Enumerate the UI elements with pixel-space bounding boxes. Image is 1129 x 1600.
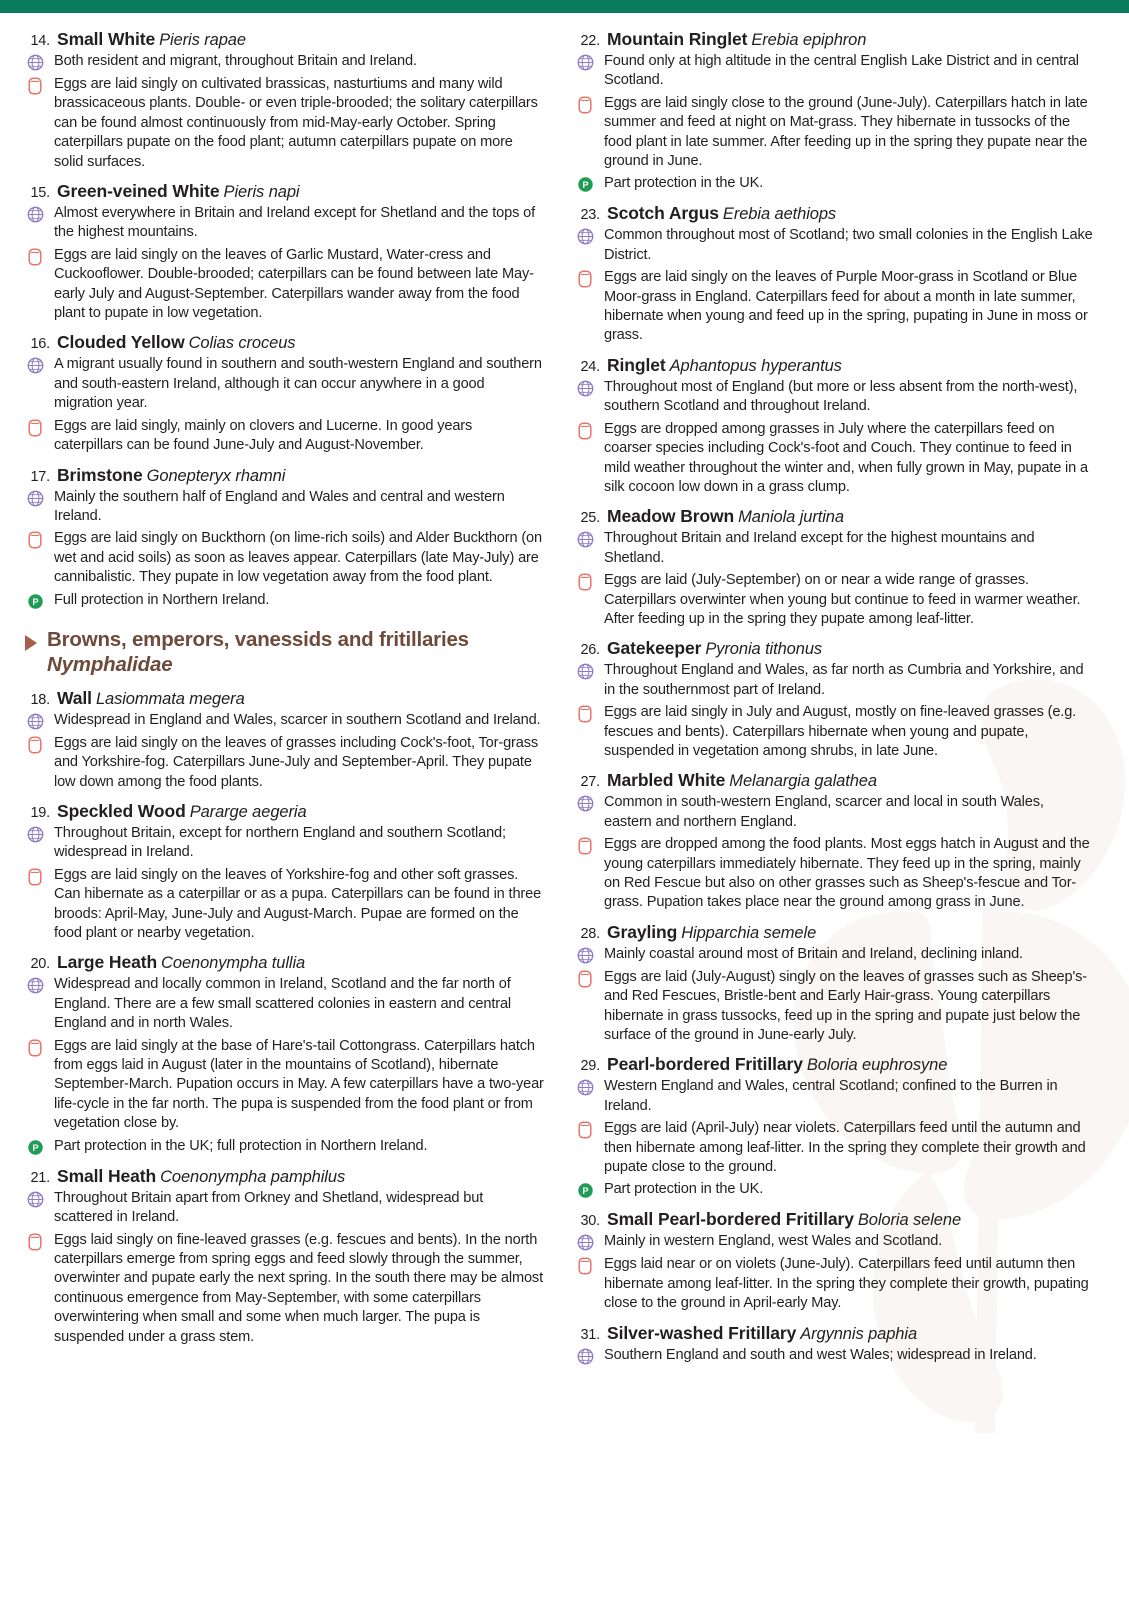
species-heading bbox=[574, 1054, 1094, 1075]
species-detail-text: Eggs are laid (July-September) on or near a wide range of grasses. Caterpillars overwinter when young but continue to feed in warmer weather. After feeding up in the spring they pupate among leaf-litter. bbox=[604, 572, 1081, 627]
species-entry bbox=[24, 801, 544, 943]
species-detail-line bbox=[24, 355, 544, 413]
species-name-group bbox=[57, 952, 305, 973]
species-common-name: Scotch Argus bbox=[607, 203, 719, 224]
species-name-group bbox=[607, 29, 866, 50]
species-detail-line bbox=[24, 246, 544, 324]
egg-icon bbox=[24, 736, 46, 754]
species-common-name: Clouded Yellow bbox=[57, 332, 185, 353]
species-detail-line bbox=[574, 703, 1094, 761]
species-name-group bbox=[57, 332, 295, 353]
egg-icon bbox=[574, 573, 596, 591]
species-detail-text: Throughout Britain, except for northern England and southern Scotland; widespread in Ireland. bbox=[54, 825, 506, 861]
globe-icon bbox=[574, 1079, 596, 1097]
species-common-name: Marbled White bbox=[607, 770, 726, 791]
species-common-name: Wall bbox=[57, 687, 92, 708]
species-detail-text: Eggs are laid (April-July) near violets. Caterpillars feed until the autumn and then hibernate among leaf-litter. In the spring they complete their growth and pupate close to the ground. bbox=[604, 1120, 1086, 1176]
species-detail-line bbox=[24, 975, 544, 1033]
species-detail-text: Southern England and south and west Wales; widespread in Ireland. bbox=[604, 1346, 1037, 1363]
species-entry bbox=[24, 29, 544, 172]
species-detail-text: Western England and Wales, central Scotland; confined to the Burren in Ireland. bbox=[604, 1078, 1058, 1114]
species-name-group bbox=[57, 801, 307, 822]
species-common-name: Meadow Brown bbox=[607, 506, 735, 527]
species-entry bbox=[574, 1323, 1094, 1366]
egg-icon bbox=[574, 837, 596, 855]
species-entry bbox=[24, 465, 544, 611]
species-detail-line bbox=[24, 417, 544, 456]
egg-icon bbox=[574, 96, 596, 114]
species-heading bbox=[24, 688, 544, 709]
species-scientific-name: Coenonympha tullia bbox=[161, 954, 306, 973]
species-number: 18. bbox=[30, 691, 50, 708]
species-detail-line bbox=[574, 1255, 1094, 1313]
egg-icon bbox=[24, 419, 46, 437]
species-name-group bbox=[57, 465, 285, 486]
species-detail-line bbox=[24, 488, 544, 527]
species-name-group bbox=[607, 1054, 947, 1075]
species-detail-line bbox=[574, 1232, 1094, 1252]
egg-icon bbox=[24, 248, 46, 266]
species-scientific-name: Colias croceus bbox=[188, 334, 296, 353]
egg-icon bbox=[574, 270, 596, 288]
species-number: 17. bbox=[30, 468, 50, 485]
species-detail-line bbox=[24, 824, 544, 863]
species-scientific-name: Hipparchia semele bbox=[681, 923, 817, 942]
section-title-main: Browns, emperors, vanessids and fritillaries bbox=[47, 627, 469, 651]
species-entry bbox=[24, 181, 544, 323]
globe-icon bbox=[24, 826, 46, 844]
species-number: 23. bbox=[580, 207, 600, 224]
globe-icon bbox=[574, 1348, 596, 1366]
svg-text:P: P bbox=[31, 1142, 39, 1153]
species-detail-text: A migrant usually found in southern and south-western England and southern and south-eastern Ireland, although it can occur anywhere in a good migration year. bbox=[54, 356, 542, 412]
species-detail-line bbox=[574, 968, 1094, 1046]
species-entry bbox=[24, 1166, 544, 1347]
species-detail-text: Eggs are laid singly at the base of Hare's-tail Cottongrass. Caterpillars hatch from eggs laid in August (later in the mountains of Scotland), hibernate September-March. Pupation occurs in May. A few caterpillars have a two-year life-cycle in the far north. The pupa is suspended from the food plant or from vegetation close by. bbox=[54, 1037, 544, 1132]
species-detail-text: Eggs are laid singly on the leaves of Yorkshire-fog and other soft grasses. Can hibernate as a caterpillar or as a pupa. Caterpillars can be found in three broods: April-May, June-July and August-March. Pupae are formed on the food plant or nearby vegetation. bbox=[54, 866, 542, 942]
species-name-group bbox=[607, 1209, 961, 1230]
species-number: 21. bbox=[30, 1169, 50, 1186]
species-detail-line bbox=[574, 52, 1094, 91]
species-heading bbox=[574, 29, 1094, 50]
svg-text:P: P bbox=[31, 596, 39, 607]
species-scientific-name: Maniola jurtina bbox=[738, 508, 844, 527]
species-detail-text: Widespread and locally common in Ireland, Scotland and the far north of England. There are a few small scattered colonies in eastern and central England and in north Wales. bbox=[54, 976, 512, 1032]
globe-icon bbox=[574, 947, 596, 965]
species-scientific-name: Pyronia tithonus bbox=[705, 640, 823, 659]
species-scientific-name: Pieris rapae bbox=[159, 31, 246, 49]
species-entry bbox=[574, 29, 1094, 194]
species-detail-line bbox=[24, 1037, 544, 1134]
species-detail-text: Widespread in England and Wales, scarcer in southern Scotland and Ireland. bbox=[54, 711, 541, 728]
species-detail-line bbox=[574, 1119, 1094, 1177]
species-detail-line bbox=[24, 1137, 544, 1157]
species-detail-line bbox=[574, 378, 1094, 417]
species-detail-text: Part protection in the UK. bbox=[604, 1181, 764, 1198]
globe-icon bbox=[24, 713, 46, 731]
species-number: 26. bbox=[580, 642, 600, 659]
species-detail-text: Mainly in western England, west Wales and Scotland. bbox=[604, 1233, 943, 1250]
globe-icon bbox=[574, 663, 596, 681]
right-column bbox=[574, 29, 1094, 1375]
globe-icon bbox=[24, 1191, 46, 1209]
species-scientific-name: Melanargia galathea bbox=[729, 772, 877, 791]
species-detail-text: Almost everywhere in Britain and Ireland except for Shetland and the tops of the highest mountains. bbox=[54, 205, 536, 241]
globe-icon bbox=[574, 228, 596, 246]
species-detail-line bbox=[574, 268, 1094, 346]
section-family-name: Nymphalidae bbox=[47, 653, 173, 677]
species-detail-line bbox=[24, 734, 544, 792]
species-name-group bbox=[607, 203, 836, 224]
species-heading bbox=[574, 638, 1094, 659]
species-name-group bbox=[607, 506, 844, 527]
egg-icon bbox=[574, 705, 596, 723]
species-detail-text: Mainly coastal around most of Britain and Ireland, declining inland. bbox=[604, 945, 1023, 962]
species-entry bbox=[574, 770, 1094, 912]
egg-icon bbox=[574, 1257, 596, 1275]
species-detail-text: Eggs are laid singly on the leaves of grasses including Cock's-foot, Tor-grass and Yorkshire-fog. Caterpillars June-July and September-April. They pupate low down among the food plants. bbox=[54, 734, 539, 790]
globe-icon bbox=[24, 54, 46, 72]
species-detail-line bbox=[574, 420, 1094, 498]
species-detail-line bbox=[574, 529, 1094, 568]
species-entry bbox=[574, 355, 1094, 497]
egg-icon bbox=[24, 77, 46, 95]
egg-icon bbox=[24, 868, 46, 886]
species-detail-text: Mainly the southern half of England and Wales and central and western Ireland. bbox=[54, 488, 505, 524]
species-entry bbox=[574, 506, 1094, 629]
species-heading bbox=[574, 355, 1094, 376]
species-heading bbox=[24, 465, 544, 486]
species-name-group bbox=[607, 770, 877, 791]
species-scientific-name: Boloria euphrosyne bbox=[806, 1056, 948, 1075]
species-detail-text: Eggs are laid singly close to the ground (June-July). Caterpillars hatch in late summer and feed at night on Mat-grass. They hibernate in tussocks of the food plant in late summer. After feeding up in the spring they pupate near the ground in June. bbox=[604, 94, 1088, 170]
species-name-group bbox=[607, 1323, 917, 1344]
globe-icon bbox=[24, 490, 46, 508]
species-common-name: Pearl-bordered Fritillary bbox=[607, 1054, 803, 1075]
species-scientific-name: Erebia aethiops bbox=[722, 205, 837, 224]
section-heading bbox=[24, 627, 544, 678]
species-heading bbox=[574, 1323, 1094, 1344]
species-number: 28. bbox=[580, 925, 600, 942]
species-number: 31. bbox=[580, 1326, 600, 1343]
globe-icon bbox=[574, 380, 596, 398]
species-common-name: Ringlet bbox=[607, 354, 666, 375]
species-heading bbox=[24, 1166, 544, 1187]
globe-icon bbox=[574, 1234, 596, 1252]
section-title-text bbox=[47, 627, 544, 678]
left-column bbox=[24, 29, 544, 1356]
globe-icon bbox=[574, 54, 596, 72]
species-detail-line bbox=[574, 1346, 1094, 1366]
species-detail-line bbox=[574, 661, 1094, 700]
species-detail-text: Throughout Britain apart from Orkney and Shetland, widespread but scattered in Ireland. bbox=[54, 1189, 484, 1226]
species-detail-line bbox=[24, 1189, 544, 1228]
egg-icon bbox=[574, 422, 596, 440]
species-name-group bbox=[607, 922, 816, 943]
species-detail-line bbox=[24, 866, 544, 944]
species-detail-text: Found only at high altitude in the central English Lake District and in central Scotland. bbox=[604, 53, 1079, 89]
top-accent-bar bbox=[0, 0, 1129, 13]
species-common-name: Small Heath bbox=[57, 1165, 157, 1186]
species-scientific-name: Erebia epiphron bbox=[751, 31, 867, 49]
species-common-name: Large Heath bbox=[57, 952, 158, 973]
species-number: 27. bbox=[580, 774, 600, 791]
egg-icon bbox=[24, 531, 46, 549]
species-detail-line bbox=[574, 945, 1094, 965]
species-entry bbox=[574, 1054, 1094, 1200]
species-heading bbox=[24, 29, 544, 50]
species-detail-text: Common in south-western England, scarcer and local in south Wales, eastern and northern England. bbox=[604, 794, 1044, 830]
species-common-name: Speckled Wood bbox=[57, 801, 186, 821]
species-detail-line bbox=[574, 174, 1094, 194]
species-detail-line bbox=[24, 711, 544, 731]
species-entry bbox=[574, 922, 1094, 1046]
species-number: 15. bbox=[30, 185, 50, 202]
species-common-name: Grayling bbox=[607, 921, 678, 942]
species-heading bbox=[574, 506, 1094, 527]
species-detail-text: Eggs are laid singly on cultivated brassicas, nasturtiums and many wild brassicaceous plants. Double- or even triple-brooded; the solitary caterpillars can be found almost continuously from mid-May-early October. Spring caterpillars pupate on the food plant; autumn caterpillars pupate on more solid surfaces. bbox=[54, 76, 538, 170]
egg-icon bbox=[24, 1233, 46, 1251]
species-detail-text: Eggs are laid singly on Buckthorn (on lime-rich soils) and Alder Buckthorn (on wet and acid soils) as soon as leaves appear. Caterpillars (late May-July) are cannibalistic. They pupate in low vegetation away from the food plant. bbox=[54, 530, 542, 586]
species-detail-text: Common throughout most of Scotland; two small colonies in the English Lake District. bbox=[604, 227, 1093, 263]
globe-icon bbox=[24, 206, 46, 224]
species-detail-line bbox=[24, 1231, 544, 1347]
species-detail-line bbox=[574, 226, 1094, 265]
species-common-name: Silver-washed Fritillary bbox=[607, 1322, 797, 1343]
species-detail-line bbox=[24, 529, 544, 587]
globe-icon bbox=[574, 531, 596, 549]
species-scientific-name: Coenonympha pamphilus bbox=[160, 1167, 346, 1186]
species-heading bbox=[574, 203, 1094, 224]
species-detail-line bbox=[24, 591, 544, 611]
species-heading bbox=[574, 1209, 1094, 1230]
egg-icon bbox=[574, 970, 596, 988]
species-detail-text: Eggs are laid singly on the leaves of Garlic Mustard, Water-cress and Cuckooflower. Double-brooded; caterpillars can be found between late May-early July and August-September. Caterpillars wander away from the food plant to pupate in low vegetation. bbox=[54, 246, 534, 322]
species-number: 29. bbox=[580, 1058, 600, 1075]
species-detail-text: Part protection in the UK. bbox=[604, 175, 764, 192]
species-common-name: Small White bbox=[57, 29, 156, 49]
species-detail-line bbox=[574, 571, 1094, 629]
species-number: 14. bbox=[30, 33, 50, 49]
species-scientific-name: Lasiommata megera bbox=[95, 689, 245, 708]
species-scientific-name: Pararge aegeria bbox=[189, 803, 307, 821]
page-body bbox=[0, 13, 1129, 1375]
species-detail-line bbox=[24, 75, 544, 172]
species-name-group bbox=[607, 638, 822, 659]
species-scientific-name: Gonepteryx rhamni bbox=[146, 466, 286, 485]
species-entry bbox=[574, 203, 1094, 345]
species-entry bbox=[574, 638, 1094, 761]
species-detail-line bbox=[574, 1180, 1094, 1200]
species-number: 30. bbox=[580, 1213, 600, 1230]
species-heading bbox=[574, 770, 1094, 791]
species-heading bbox=[574, 922, 1094, 943]
species-detail-text: Eggs are laid singly, mainly on clovers and Lucerne. In good years caterpillars can be found June-July and August-November. bbox=[54, 417, 473, 454]
species-detail-text: Eggs laid near or on violets (June-July). Caterpillars feed until autumn then hibernate among leaf-litter. In the spring they complete their growth, pupating close to the ground in April-early May. bbox=[604, 1256, 1089, 1312]
protection-icon bbox=[24, 1139, 46, 1157]
species-number: 25. bbox=[580, 510, 600, 527]
globe-icon bbox=[24, 357, 46, 375]
egg-icon bbox=[574, 1121, 596, 1139]
svg-text:P: P bbox=[581, 180, 589, 191]
species-name-group bbox=[57, 181, 300, 202]
species-detail-text: Both resident and migrant, throughout Britain and Ireland. bbox=[54, 53, 417, 69]
species-detail-text: Eggs are laid singly on the leaves of Purple Moor-grass in Scotland or Blue Moor-grass in England. Caterpillars feed for about a month in late summer, hibernate when young and feed up in the spring, pupating in June in moss or grass. bbox=[604, 269, 1088, 344]
species-entry bbox=[24, 688, 544, 792]
species-heading bbox=[24, 332, 544, 353]
species-detail-text: Eggs are dropped among grasses in July where the caterpillars feed on coarser species including Cock's-foot and Couch. They continue to feed in mild weather throughout the winter and, when fully grown in May, pupate in a silk cocoon low down in a grass clump. bbox=[604, 420, 1088, 495]
species-scientific-name: Boloria selene bbox=[857, 1211, 962, 1230]
species-detail-text: Eggs laid singly on fine-leaved grasses (e.g. fescues and bents). In the north caterpillars emerge from spring eggs and feed slowly through the summer, overwinter and pupate early the next spring. In the south there may be almost continuous emergence from May-September, with some caterpillars overwintering when small and some when much larger. The pupa is suspended under a grass stem. bbox=[54, 1231, 543, 1345]
species-common-name: Brimstone bbox=[57, 464, 143, 485]
species-detail-line bbox=[574, 793, 1094, 832]
species-detail-line bbox=[574, 1077, 1094, 1116]
species-detail-text: Eggs are dropped among the food plants. Most eggs hatch in August and the young caterpillars immediately hibernate. They feed up in the spring, mainly on Red Fescue but also on other grasses such as Sheep's-fescue and Tor-grass. Pupation takes place near the ground among grass in June. bbox=[604, 836, 1090, 911]
species-detail-text: Throughout most of England (but more or less absent from the north-west), southern Scotland and throughout Ireland. bbox=[604, 378, 1078, 415]
species-name-group bbox=[607, 355, 842, 376]
species-common-name: Mountain Ringlet bbox=[607, 29, 748, 49]
species-detail-text: Full protection in Northern Ireland. bbox=[54, 591, 270, 608]
triangle-marker-icon bbox=[24, 634, 38, 652]
species-detail-line bbox=[24, 52, 544, 72]
species-detail-text: Throughout Britain and Ireland except for the highest mountains and Shetland. bbox=[604, 530, 1035, 566]
species-detail-text: Part protection in the UK; full protection in Northern Ireland. bbox=[54, 1137, 428, 1154]
species-heading bbox=[24, 952, 544, 973]
species-detail-text: Eggs are laid (July-August) singly on the leaves of grasses such as Sheep's- and Red Fescues, Bristle-bent and Early Hair-grass. Young caterpillars hibernate in grass tussocks, feed up in the spring and pupate just below the surface of the ground in June-early July. bbox=[604, 968, 1087, 1044]
species-detail-text: Eggs are laid singly in July and August, mostly on fine-leaved grasses (e.g. fescues and bents). Caterpillars hibernate when young and pupate, suspended in vegetation among shrubs, in late June. bbox=[604, 704, 1077, 759]
two-column-layout bbox=[24, 29, 1105, 1375]
species-number: 20. bbox=[30, 956, 50, 973]
species-detail-text: Throughout England and Wales, as far north as Cumbria and Yorkshire, and in the southernmost part of Ireland. bbox=[604, 662, 1084, 698]
species-number: 16. bbox=[30, 336, 50, 353]
species-scientific-name: Argynnis paphia bbox=[800, 1324, 918, 1343]
species-common-name: Gatekeeper bbox=[607, 638, 702, 659]
species-scientific-name: Pieris napi bbox=[223, 183, 300, 202]
protection-icon bbox=[574, 176, 596, 194]
protection-icon bbox=[574, 1182, 596, 1200]
species-heading bbox=[24, 181, 544, 202]
species-scientific-name: Aphantopus hyperantus bbox=[669, 356, 842, 375]
species-number: 22. bbox=[580, 33, 600, 49]
egg-icon bbox=[24, 1039, 46, 1057]
globe-icon bbox=[24, 977, 46, 995]
species-number: 19. bbox=[30, 805, 50, 821]
species-name-group bbox=[57, 29, 246, 50]
svg-text:P: P bbox=[581, 1186, 589, 1197]
species-heading bbox=[24, 801, 544, 822]
globe-icon bbox=[574, 795, 596, 813]
species-name-group bbox=[57, 688, 245, 709]
species-number: 24. bbox=[580, 358, 600, 375]
species-name-group bbox=[57, 1166, 345, 1187]
species-entry bbox=[574, 1209, 1094, 1313]
species-detail-line bbox=[24, 204, 544, 243]
species-common-name: Small Pearl-bordered Fritillary bbox=[607, 1209, 854, 1230]
species-entry bbox=[24, 332, 544, 455]
protection-icon bbox=[24, 593, 46, 611]
species-common-name: Green-veined White bbox=[57, 181, 220, 202]
species-detail-line bbox=[574, 835, 1094, 913]
species-entry bbox=[24, 952, 544, 1156]
species-detail-line bbox=[574, 94, 1094, 172]
